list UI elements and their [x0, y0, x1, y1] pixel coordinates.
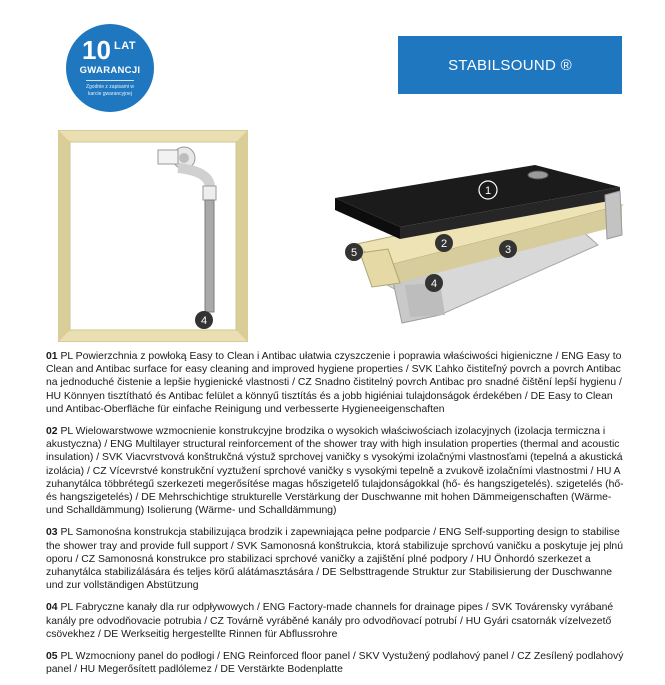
feature-descriptions	[46, 350, 626, 685]
tray-frame-left	[58, 130, 70, 342]
feature-number: 05	[46, 651, 58, 663]
marker-4-top-label: 4	[200, 315, 208, 327]
drain-center	[179, 153, 189, 163]
brand-banner	[398, 36, 622, 94]
support-leg	[605, 191, 622, 239]
feature-text: PL Powierzchnia z powłoką Easy to Clean i Antibac ułatwia czyszczenie i poprawia właściwości higieniczne / ENG Easy to Clean and Antibac surface for easy cleaning and improved hygiene properties / SVK Ľahko čistiteľný povrch a povrch Antibac na jednoduché čistenie a lepšie hygienické vlastnosti / CZ Snadno čistitelný povrch Antibac pro snadné čištění lepší hygienu / HU Könnyen tisztítható és Antibac felület a könnyű tisztítás és a jobb higiéniai tulajdonságok érdekében / DE Easy to Clean und Antibac-Oberfläche für einfache Reinigung und verbesserte Hygieneeigenschaften	[46, 351, 622, 415]
warranty-badge	[66, 24, 154, 112]
feature-text: PL Wielowarstwowe wzmocnienie konstrukcyjne brodzika o wysokich właściwościach izolacyjnych (izolacja termiczna i akustyczna) / ENG Multilayer structural reinforcement of the shower tray with high insulation properties (thermal and acoustic insulation) / SVK Viacvrstvová konštrukčná výstuž sprchovej vaničky s vysokými izolačnými vlastnosťami (tepelná a akustická izolácia) / CZ Vícevrstvé konstrukční vyztužení sprchové vaničky s vysokými tepelně a zvukově izolačními vlastnostmi / HU A zuhanytálca többrétegű szerkezeti megerősítése magas hőszigetelő tulajdonságokkal (hő- és hangszigetelés). szigetelés (hő- és hangszigetelés) / DE Mehrschichtige strukturelle Verstärkung der Duschwanne mit hohen Dämmeigenschaften (Wärme- und Schalldämmung) Isolierung (Wärme- und Schalldämmung)	[46, 426, 624, 517]
feature-number: 03	[46, 527, 58, 539]
warranty-divider	[86, 80, 134, 81]
marker-2-label: 2	[440, 238, 448, 250]
feature-text: PL Samonośna konstrukcja stabilizująca brodzik i zapewniająca pełne podparcie / ENG Self-supporting design to stabilise the shower tray and provide full support / SVK Samonosná konštrukcia, ktorá stabilizuje sprchovú vaničku a poskytuje jej plnú oporu / CZ Samonosná konstrukce pro stabilizaci sprchové vaničky a zajištění plné podpory / HU Önhordó szerkezet a zuhanytálca stabilizálására és teljes körű alátámasztására / DE Selbsttragende Struktur zur Stabilisierung der Duschwanne und zur vollständigen Abstützung	[46, 527, 623, 592]
shower-tray-section-view	[330, 165, 630, 345]
marker-1-label: 1	[484, 185, 492, 197]
feature-paragraph-04	[46, 601, 626, 641]
feature-number: 04	[46, 602, 58, 614]
feature-number: 01	[46, 351, 58, 362]
drain-hole	[528, 171, 548, 179]
drain-pipe	[205, 200, 214, 312]
brand-name: STABILSOUND ®	[448, 56, 572, 74]
feature-paragraph-05	[46, 650, 626, 676]
marker-5-label: 5	[350, 247, 358, 259]
marker-4-label: 4	[430, 278, 438, 290]
warranty-label: GWARANCJI	[79, 65, 141, 76]
drain-coupling	[203, 186, 216, 200]
marker-3-label: 3	[504, 244, 512, 256]
feature-paragraph-01	[46, 350, 626, 416]
warranty-note: Zgodnie z zapisami w karcie gwarancyjnej	[85, 84, 135, 97]
warranty-unit: LAT	[114, 40, 137, 52]
shower-tray-top-view	[58, 130, 248, 342]
warranty-years: 10	[82, 35, 111, 65]
feature-paragraph-03	[46, 526, 626, 592]
feature-paragraph-02	[46, 425, 626, 517]
tray-frame-right	[236, 130, 248, 342]
feature-text: PL Wzmocniony panel do podłogi / ENG Reinforced floor panel / SKV Vystužený podlahový panel / CZ Zesílený podlahový panel / HU Megerősített padlólemez / DE Verstärkte Bodenplatte	[46, 651, 624, 676]
drain-elbow	[158, 150, 178, 164]
feature-text: PL Fabryczne kanały dla rur odpływowych / ENG Factory-made channels for drainage pipes / SVK Továrensky vyrábané kanály pre odvodňovacie potrubia / CZ Továrně vyráběné kanály pro odvodňovací potrubí / HU Gyári csatornák vízelvezető csövekhez / DE Werkseitig hergestellte Rinnen für Abflussrohre	[46, 602, 614, 640]
feature-number: 02	[46, 426, 58, 438]
